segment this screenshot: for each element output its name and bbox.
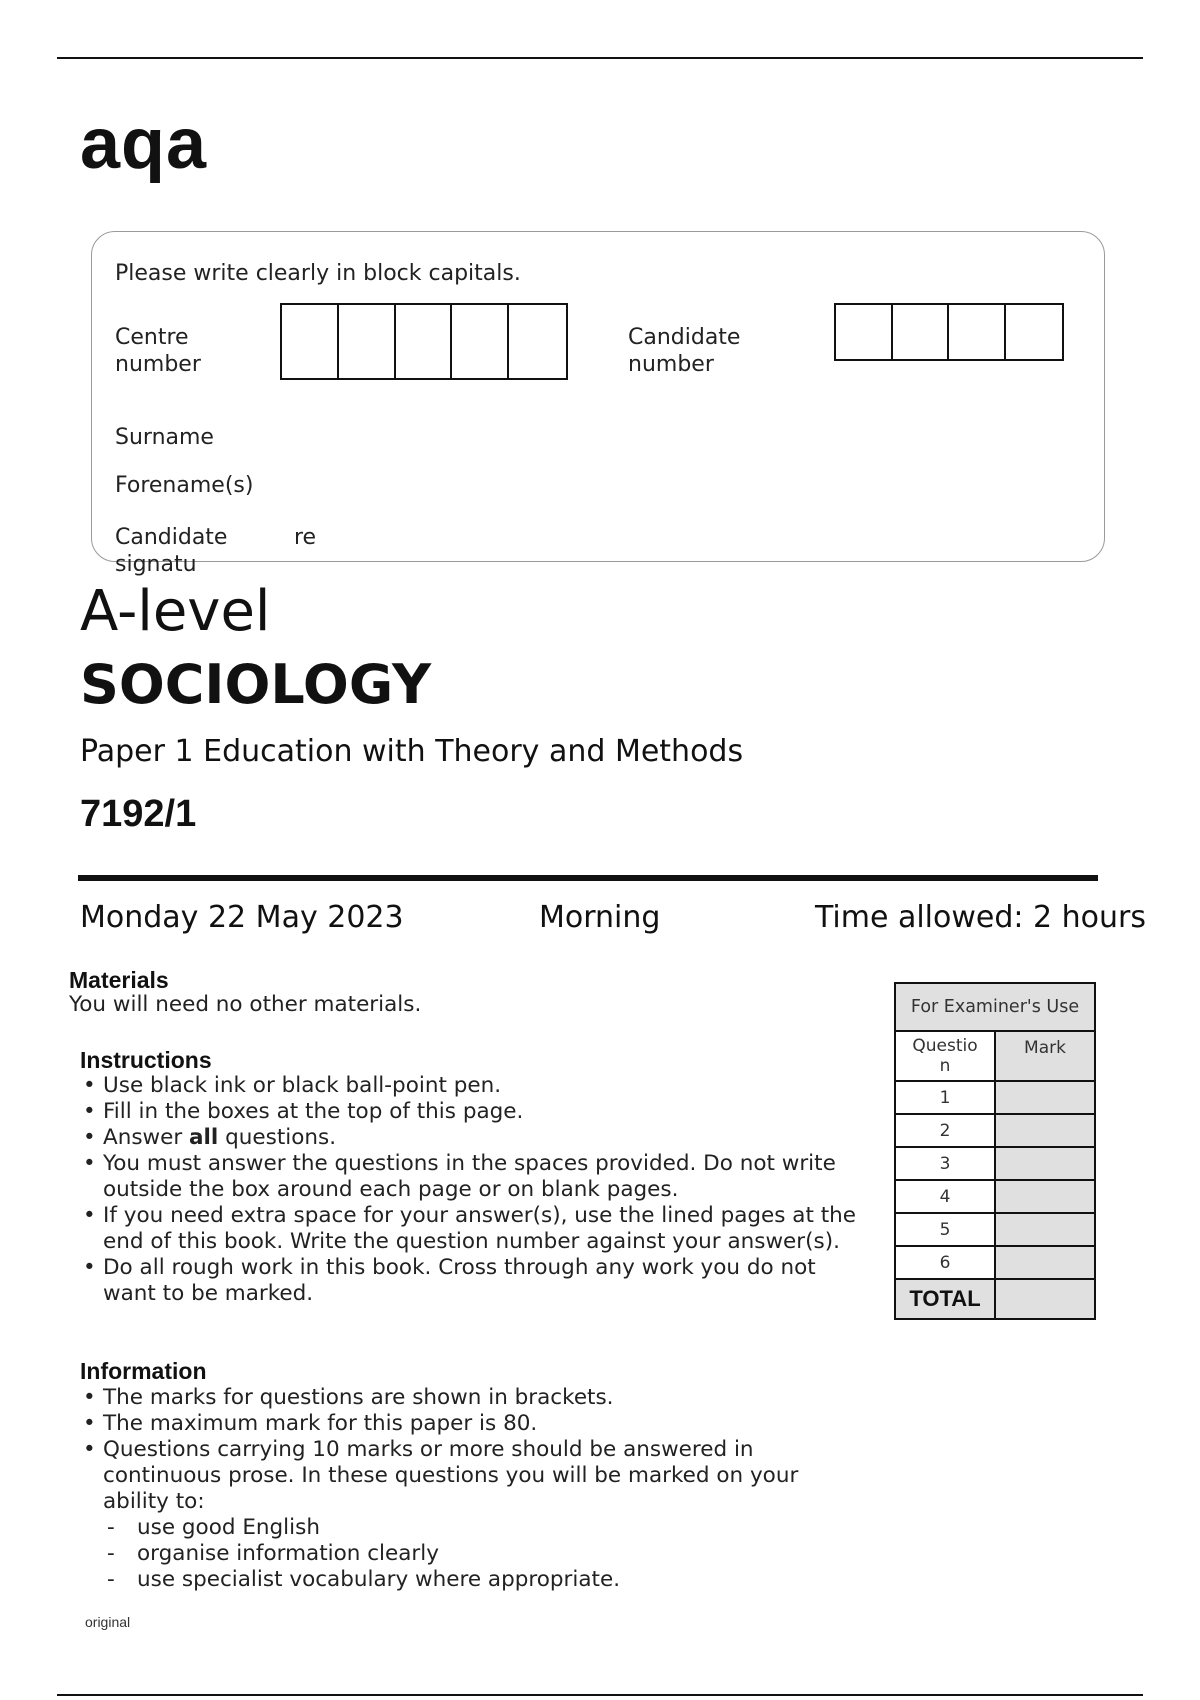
table-row: [896, 1245, 1094, 1278]
candidate-signature-label: Candidate signatu: [115, 525, 228, 577]
examiners-table-column-header-row: [896, 1030, 1094, 1080]
paper-title: Paper 1 Education with Theory and Methods: [80, 734, 744, 769]
information-item: • The marks for questions are shown in brackets.: [80, 1385, 850, 1411]
block-capitals-instruction: Please write clearly in block capitals.: [115, 261, 521, 286]
candidate-digit-box[interactable]: [949, 305, 1006, 359]
instruction-item: • You must answer the questions in the spaces provided. Do not write outside the box around each page or on blank pages.: [80, 1151, 860, 1203]
total-mark-cell: [996, 1280, 1094, 1318]
surname-label: Surname: [115, 425, 214, 450]
question-number-cell: 5: [896, 1214, 996, 1245]
materials-text: You will need no other materials.: [69, 992, 422, 1017]
examiners-use-table: [894, 982, 1096, 1320]
paper-code: 7192/1: [80, 793, 197, 835]
question-column-header: Questio n: [896, 1032, 996, 1080]
information-item: • The maximum mark for this paper is 80.: [80, 1411, 850, 1437]
centre-digit-box[interactable]: [282, 305, 339, 378]
materials-heading: Materials: [69, 967, 169, 993]
exam-date: Monday 22 May 2023: [80, 900, 404, 935]
candidate-digit-box[interactable]: [1006, 305, 1062, 359]
candidate-number-boxes: [834, 303, 1064, 361]
information-heading: Information: [80, 1358, 207, 1384]
question-number-cell: 3: [896, 1148, 996, 1179]
centre-number-label: Centre number: [115, 325, 201, 377]
instruction-item: • Use black ink or black ball-point pen.: [80, 1073, 860, 1099]
instructions-heading: Instructions: [80, 1047, 212, 1073]
candidate-digit-box[interactable]: [836, 305, 893, 359]
mark-cell: [996, 1115, 1094, 1146]
total-row: [896, 1278, 1094, 1318]
table-row: [896, 1179, 1094, 1212]
table-row: [896, 1212, 1094, 1245]
information-item: • Questions carrying 10 marks or more should be answered in continuous prose. In these questions you will be marked on your ability to:: [80, 1437, 850, 1515]
information-sub-item: - organise information clearly: [80, 1541, 850, 1567]
instruction-item: • Answer all questions.: [80, 1125, 860, 1151]
question-number-cell: 1: [896, 1082, 996, 1113]
mark-column-header: Mark: [996, 1032, 1094, 1080]
information-sub-list: [80, 1515, 850, 1593]
information-sub-item: - use specialist vocabulary where appropriate.: [80, 1567, 850, 1593]
time-allowed: Time allowed: 2 hours: [815, 900, 1147, 935]
question-number-cell: 4: [896, 1181, 996, 1212]
mark-cell: [996, 1148, 1094, 1179]
instructions-list: [80, 1073, 860, 1307]
candidate-digit-box[interactable]: [893, 305, 950, 359]
forenames-label: Forename(s): [115, 473, 254, 498]
title-divider: [78, 875, 1098, 881]
instruction-item: • If you need extra space for your answer(s), use the lined pages at the end of this book. Write the question number against your answer(s).: [80, 1203, 860, 1255]
mark-cell: [996, 1181, 1094, 1212]
candidate-signature-label-suffix: re: [294, 525, 317, 550]
centre-digit-box[interactable]: [396, 305, 453, 378]
top-rule: [57, 57, 1143, 59]
information-list: [80, 1385, 850, 1515]
candidate-number-label: Candidate number: [628, 325, 741, 377]
exam-session: Morning: [539, 900, 661, 935]
subject-title: SOCIOLOGY: [80, 653, 432, 716]
question-number-cell: 6: [896, 1247, 996, 1278]
question-number-cell: 2: [896, 1115, 996, 1146]
table-row: [896, 1146, 1094, 1179]
footer-note: original: [85, 1614, 131, 1630]
mark-cell: [996, 1247, 1094, 1278]
mark-cell: [996, 1082, 1094, 1113]
total-label: TOTAL: [896, 1280, 996, 1318]
centre-digit-box[interactable]: [509, 305, 566, 378]
qualification-level: A-level: [80, 579, 271, 644]
centre-digit-box[interactable]: [452, 305, 509, 378]
mark-cell: [996, 1214, 1094, 1245]
examiners-table-header-row: [896, 984, 1094, 1030]
instruction-item: • Do all rough work in this book. Cross through any work you do not want to be marked.: [80, 1255, 860, 1307]
centre-digit-box[interactable]: [339, 305, 396, 378]
centre-number-boxes: [280, 303, 568, 380]
bottom-rule: [57, 1694, 1143, 1696]
information-sub-item: - use good English: [80, 1515, 850, 1541]
table-row: [896, 1080, 1094, 1113]
instruction-item: • Fill in the boxes at the top of this page.: [80, 1099, 860, 1125]
aqa-logo: aqa: [80, 104, 208, 184]
examiners-table-title: For Examiner's Use: [896, 984, 1094, 1030]
table-row: [896, 1113, 1094, 1146]
